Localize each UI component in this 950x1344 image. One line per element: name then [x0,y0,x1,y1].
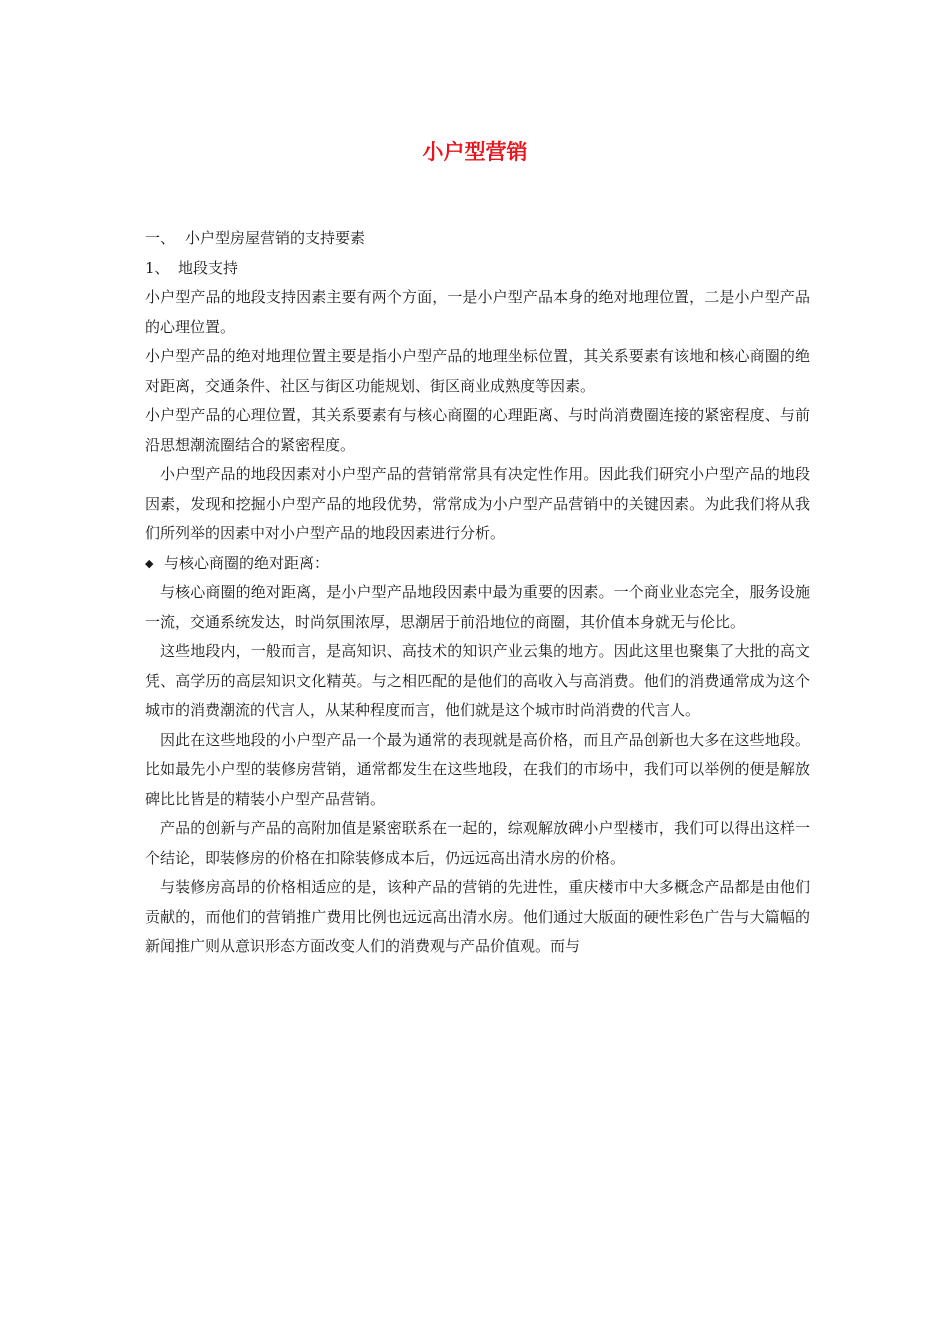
paragraph-absolute-location: 小户型产品的绝对地理位置主要是指小户型产品的地理坐标位置，其关系要素有该地和核心商圈的绝对距离，交通条件、社区与街区功能规划、街区商业成熟度等因素。 [145,347,810,395]
paragraph-core-distance: 与核心商圈的绝对距离，是小户型产品地段因素中最为重要的因素。一个商业业态完全，服务设施一流，交通系统发达，时尚氛围浓厚，思潮居于前沿地位的商圈，其价值本身就无与伦比。 [145,583,810,631]
diamond-bullet-icon: ◆ [145,556,154,570]
paragraph-high-price: 因此在这些地段的小户型产品一个最为通常的表现就是高价格，而且产品创新也大多在这些地段。比如最先小户型的装修房营销，通常都发生在这些地段，在我们的市场中，我们可以举例的便是解放碑比比皆是的精装小户型产品营销。 [145,730,810,808]
paragraph-location-importance: 小户型产品的地段因素对小户型产品的营销常常具有决定性作用。因此我们研究小户型产品的地段因素，发现和挖掘小户型产品的地段优势，常常成为小户型产品营销中的关键因素。为此我们将从我们所列举的因素中对小户型产品的地段因素进行分析。 [145,465,810,542]
paragraph-psychological-location: 小户型产品的心理位置，其关系要素有与核心商圈的心理距离、与时尚消费圈连接的紧密程度、与前沿思想潮流圈结合的紧密程度。 [145,406,810,454]
paragraph-marketing: 与装修房高昂的价格相适应的是，该种产品的营销的先进性，重庆楼市中大多概念产品都是由他们贡献的，而他们的营销推广费用比例也远远高出清水房。他们通过大版面的硬性彩色广告与大篇幅的新闻推广则从意识形态方面改变人们的消费观与产品价值观。而与 [145,878,810,955]
subsection-number: 1、 [145,258,170,277]
section-heading-text: 小户型房屋营销的支持要素 [185,229,366,247]
subsection-heading [145,254,810,284]
paragraph-innovation: 产品的创新与产品的高附加值是紧密联系在一起的，综观解放碑小户型楼市，我们可以得出这样一个结论，即装修房的价格在扣除装修成本后，仍远远高出清水房的价格。 [145,819,810,867]
bullet-text: 与核心商圈的绝对距离： [164,553,330,572]
document-title: 小户型营销 [422,139,528,164]
paragraph-location-factors: 小户型产品的地段支持因素主要有两个方面，一是小户型产品本身的绝对地理位置，二是小户型产品的心理位置。 [145,288,810,336]
section-number: 一、 [145,229,176,247]
bullet-item [145,549,810,579]
subsection-heading-text: 地段支持 [178,258,239,277]
paragraph-knowledge-elite: 这些地段内，一般而言，是高知识、高技术的知识产业云集的地方。因此这里也聚集了大批的高文凭、高学历的高层知识文化精英。与之相匹配的是他们的高收入与高消费。他们的消费通常成为这个城市的消费潮流的代言人，从某种程度而言，他们就是这个城市时尚消费的代言人。 [145,642,810,719]
document-body [145,224,810,962]
section-heading [145,224,810,254]
